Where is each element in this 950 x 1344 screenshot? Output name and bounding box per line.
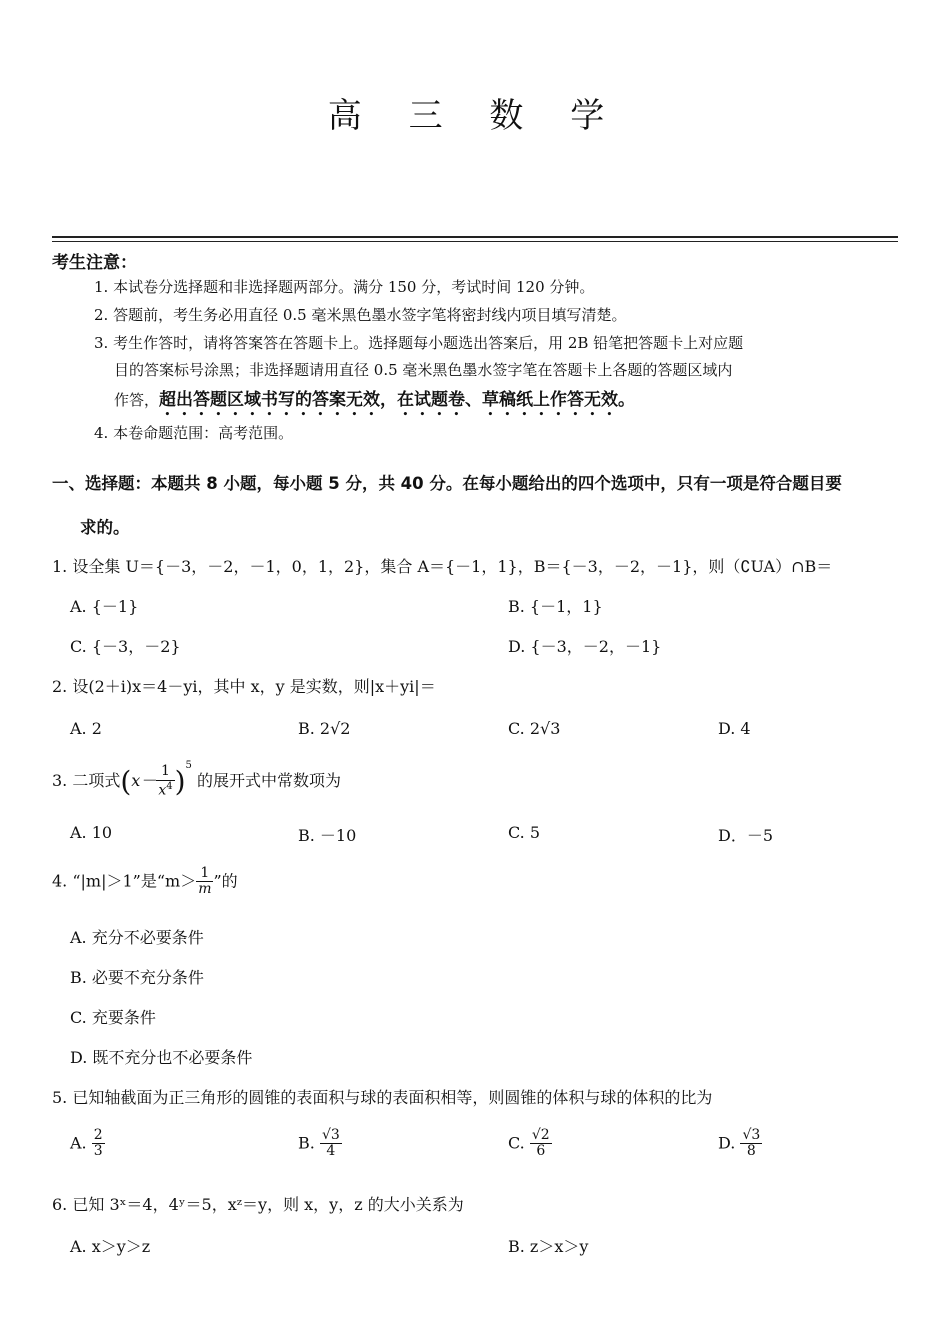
notice-item-1: 1. 本试卷分选择题和非选择题两部分。满分 150 分，考试时间 120 分钟。 [94, 278, 595, 296]
q5-c-den: 6 [536, 1143, 546, 1160]
q5-a-den: 3 [93, 1143, 103, 1160]
q5-d-den: 8 [746, 1143, 756, 1160]
q3-right-paren: ) [174, 765, 186, 798]
header-rule-thick [52, 236, 898, 238]
notice-item-3: 3. 考生作答时，请将答案答在答题卡上。选择题每小题选出答案后，用 2B 铅笔把答题卡上对应题 [94, 334, 744, 352]
q4-option-d: D. 既不充分也不必要条件 [70, 1048, 253, 1067]
question-5-stem: 5. 已知轴截面为正三角形的圆锥的表面积与球的表面积相等，则圆锥的体积与球的体积的比为 [52, 1088, 713, 1107]
q5-c-label: C. [508, 1133, 525, 1153]
q3-option-b: B. －10 [298, 826, 357, 845]
notice-item-3-tail: 作答， [114, 391, 160, 409]
q3-frac-den-exp: 4 [166, 780, 173, 792]
q2-option-a: A. 2 [70, 719, 102, 738]
question-1-stem: 1. 设全集 U＝{－3，－2，－1，0，1，2}，集合 A＝{－1，1}，B＝{－3，－2，－1}，则（∁UA）∩B＝ [52, 557, 833, 576]
q3-left-paren: ( [120, 765, 132, 798]
q5-b-num: √3 [321, 1127, 340, 1143]
q4-fraction [196, 866, 213, 898]
q2-option-b: B. 2√2 [298, 719, 351, 738]
notice-item-2: 2. 答题前，考生务必用直径 0.5 毫米黑色墨水签字笔将密封线内项目填写清楚。 [94, 306, 627, 324]
q3-option-a: A. 10 [70, 823, 113, 842]
q3-frac-den-wrap [156, 781, 174, 799]
q5-c-num: √2 [531, 1127, 550, 1143]
notice-item-3-cont: 目的答案标号涂黑；非选择题请用直径 0.5 毫米黑色墨水签字笔在答题卡上各题的答题区域内 [114, 361, 733, 379]
q5-option-d [718, 1128, 762, 1160]
q5-b-fraction [320, 1128, 342, 1160]
section-heading-cont: 求的。 [80, 518, 130, 537]
header-rule-thin [52, 241, 898, 242]
q1-option-d: D. {－3，－2，－1} [508, 637, 662, 656]
q5-d-fraction [740, 1128, 762, 1160]
q3-outer-exp: 5 [185, 760, 192, 771]
q2-option-c: C. 2√3 [508, 719, 561, 738]
q5-a-num: 2 [93, 1127, 103, 1143]
q5-option-a [70, 1128, 105, 1160]
q5-option-c [508, 1128, 552, 1160]
q4-prefix: 4. “|m|＞1”是“m＞ [52, 871, 197, 891]
q5-d-num: √3 [742, 1127, 761, 1143]
q3-expr: x－ [131, 771, 157, 790]
question-6-stem: 6. 已知 3ˣ＝4，4ʸ＝5，xᶻ＝y，则 x，y，z 的大小关系为 [52, 1195, 464, 1214]
q4-option-b: B. 必要不充分条件 [70, 968, 204, 987]
q6-option-b: B. z＞x＞y [508, 1237, 589, 1256]
q3-option-d: D．－5 [718, 826, 774, 845]
notice-item-4: 4. 本卷命题范围：高考范围。 [94, 424, 294, 442]
q4-option-a: A. 充分不必要条件 [70, 928, 204, 947]
q5-b-label: B. [298, 1133, 315, 1153]
question-3-stem [52, 760, 341, 799]
q6-option-a: A. x＞y＞z [70, 1237, 151, 1256]
q5-option-b [298, 1128, 342, 1160]
q5-a-label: A. [70, 1133, 87, 1153]
q1-option-a: A. {－1} [70, 597, 139, 616]
q5-d-label: D. [718, 1133, 736, 1153]
q5-b-den: 4 [326, 1143, 336, 1160]
q3-option-c: C. 5 [508, 823, 541, 842]
q4-suffix: ”的 [213, 871, 238, 891]
notice-heading: 考生注意： [52, 253, 137, 273]
q4-option-c: C. 充要条件 [70, 1008, 156, 1027]
q4-frac-den: m [198, 881, 212, 898]
q2-option-d: D. 4 [718, 719, 751, 738]
q3-fraction [156, 764, 174, 798]
q4-frac-num: 1 [196, 866, 213, 882]
q3-prefix: 3. 二项式 [52, 771, 121, 790]
q3-frac-den: x [158, 782, 167, 799]
q1-option-c: C. {－3，－2} [70, 637, 181, 656]
q5-c-fraction [530, 1128, 552, 1160]
notice-emphasis: 超出答题区域书写的答案无效，在试题卷、草稿纸上作答无效。 [159, 390, 636, 410]
question-2-stem: 2. 设(2＋i)x＝4－yi，其中 x，y 是实数，则|x＋yi|＝ [52, 677, 436, 696]
q5-a-fraction [92, 1128, 105, 1160]
exam-title: 高 三 数 学 [327, 96, 623, 136]
section-heading: 一、选择题：本题共 8 小题，每小题 5 分，共 40 分。在每小题给出的四个选项中，只有一项是符合题目要 [52, 474, 842, 493]
question-4-stem [52, 866, 238, 898]
q1-option-b: B. {－1，1} [508, 597, 603, 616]
q3-frac-num: 1 [156, 764, 174, 780]
q3-suffix: 的展开式中常数项为 [197, 771, 342, 790]
notice-item-3-end [114, 385, 635, 420]
